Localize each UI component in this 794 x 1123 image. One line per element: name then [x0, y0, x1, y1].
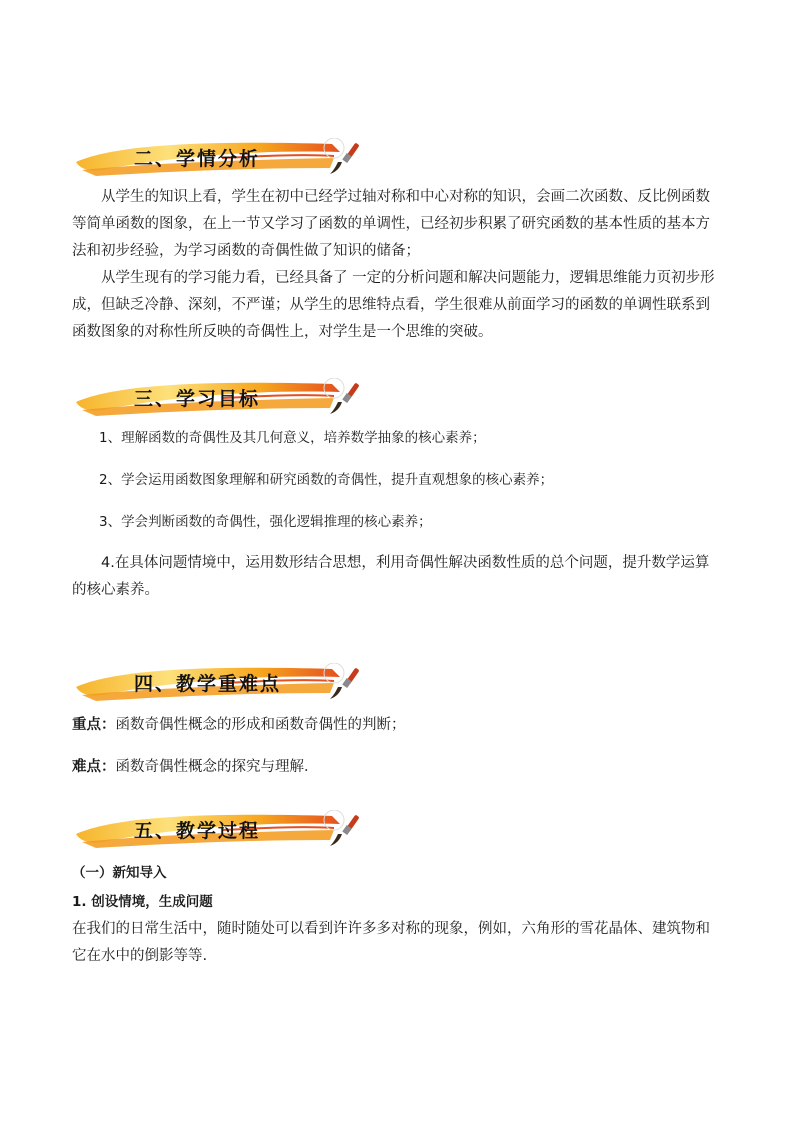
subsection-heading: 1. 创设情境，生成问题 — [72, 894, 213, 910]
difficult-label: 难点： — [72, 759, 116, 775]
goal-item: 2、学会运用函数图象理解和研究函数的奇偶性，提升直观想象的核心素养； — [99, 472, 554, 488]
paragraph: 在我们的日常生活中，随时随处可以看到许许多多对称的现象，例如，六角形的雪花晶体、建筑物和它在水中的倒影等等. — [72, 921, 710, 964]
section-title: 五、教学过程 — [134, 820, 261, 842]
paragraph: 从学生现有的学习能力看，已经具备了 一定的分析问题和解决问题能力，逻辑思维能力页初步形成，但缺乏冷静、深刻，不严谨；从学生的思维特点看，学生很难从前面学习的函数的单调性联系到函数图象的对称性所反映的奇偶性上，对学生是一个思维的突破。 — [72, 270, 715, 340]
section-banner-s2 — [72, 138, 372, 180]
section-title: 三、学习目标 — [134, 388, 261, 410]
paragraph: 从学生的知识上看，学生在初中已经学过轴对称和中心对称的知识，会画二次函数、反比例函数等简单函数的图象，在上一节又学习了函数的单调性，已经初步积累了研究函数的基本性质的基本方法和初步经验，为学习函数的奇偶性做了知识的储备； — [72, 189, 710, 259]
section-banner-s4 — [72, 663, 372, 705]
section-banner-s3 — [72, 378, 372, 420]
goal-item: 3、学会判断函数的奇偶性，强化逻辑推理的核心素养； — [99, 514, 432, 530]
difficult-text: 函数奇偶性概念的探究与理解． — [115, 759, 319, 775]
goal-item: 4.在具体问题情境中，运用数形结合思想，利用奇偶性解决函数性质的总个问题，提升数学运算的核心素养。 — [72, 555, 710, 598]
key-text: 函数奇偶性概念的形成和函数奇偶性的判断； — [115, 717, 406, 733]
key-point — [72, 712, 722, 739]
section-title: 二、学情分析 — [134, 148, 261, 170]
section-banner-s5 — [72, 810, 372, 852]
section-title: 四、教学重难点 — [134, 673, 282, 695]
subsection-heading: （一）新知导入 — [72, 865, 167, 881]
difficult-point — [72, 754, 722, 781]
goal-item: 1、理解函数的奇偶性及其几何意义，培养数学抽象的核心素养； — [99, 430, 486, 446]
key-label: 重点： — [72, 717, 116, 733]
